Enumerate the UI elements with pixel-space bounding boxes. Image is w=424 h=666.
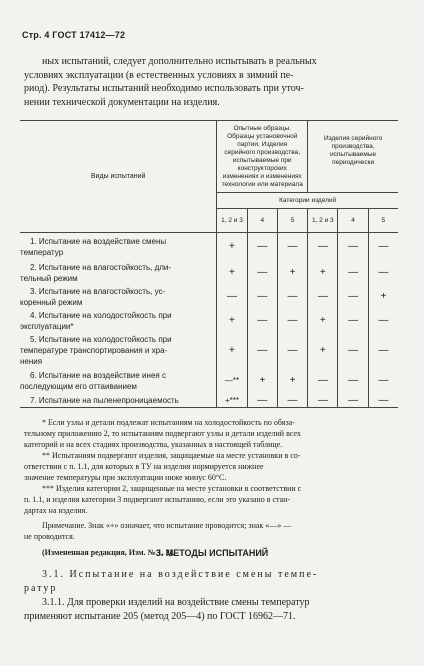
- test-label: [20, 285, 217, 309]
- footnote-line: дартах на изделия.: [24, 506, 88, 515]
- test-label-line: 7. Испытание на пыленепроницаемость: [30, 395, 179, 405]
- test-label-line: нения: [20, 356, 43, 366]
- footnote-line: *** Изделия категории 2, защищенные на месте установки в соответствии с: [42, 484, 302, 493]
- section-body: [24, 568, 402, 624]
- test-mark: —: [338, 368, 368, 394]
- test-mark: —: [338, 285, 368, 309]
- test-mark: —: [308, 368, 338, 394]
- tests-table: [20, 120, 398, 408]
- category-label: 5: [381, 216, 386, 224]
- test-label-line: коренный режим: [20, 297, 83, 307]
- col-header-prototypes: Опытные образцы. Образцы установочной партии. Изделия серийного производства, испытываемые при конструкторских изменениях и изменениях технологии или материала: [217, 121, 308, 193]
- test-label: [20, 333, 217, 368]
- test-label-line: 6. Испытание на воздействие инея с: [30, 370, 166, 380]
- test-mark: —: [247, 333, 277, 368]
- test-label: [20, 309, 217, 333]
- test-mark: —: [277, 233, 307, 261]
- amendment-note: (Измененная редакция, Изм. № 1, 2).: [42, 548, 175, 557]
- category-label: 1, 2 и 3: [308, 209, 338, 233]
- section-title: 3. МЕТОДЫ ИСПЫТАНИЙ: [155, 548, 269, 558]
- test-mark: +: [277, 261, 307, 285]
- body-line: применяют испытание 205 (метод 205—4) по ГОСТ 16962—71.: [24, 611, 296, 622]
- test-label-line: тельный режим: [20, 273, 78, 283]
- test-mark: —: [338, 233, 368, 261]
- footnote-line: тельному приложению 2, то испытаниям подвергают узлы и детали изделий всех: [24, 429, 301, 438]
- test-mark: +: [380, 291, 387, 302]
- footnote-line: п. 1.1, и изделия категории 3 подвергают испытанию, если это указано в стан-: [24, 495, 291, 504]
- test-mark: —: [277, 333, 307, 368]
- test-mark: +: [217, 309, 247, 333]
- test-mark: —: [338, 394, 368, 408]
- note-line: не проводится.: [24, 532, 75, 541]
- footnote-line: ответствии с п. 1.1, для которых в ТУ на изделия нормируется нижнее: [24, 462, 264, 471]
- intro-line: условиях эксплуатации (в естественных условиях в зимний пе-: [24, 69, 294, 81]
- test-label: [20, 394, 217, 408]
- test-mark: +: [308, 261, 338, 285]
- test-label-line: температур: [20, 247, 64, 257]
- test-mark: +: [308, 333, 338, 368]
- test-label-line: 4. Испытание на холодостойкость при: [30, 310, 172, 320]
- table-row: [20, 309, 398, 333]
- test-mark: —: [338, 333, 368, 368]
- test-mark: +: [308, 309, 338, 333]
- table-row: [20, 368, 398, 394]
- test-mark: —: [247, 261, 277, 285]
- test-mark: —: [247, 285, 277, 309]
- test-mark: —: [308, 394, 338, 408]
- test-mark: —: [277, 309, 307, 333]
- test-label-line: 2. Испытание на влагостойкость, дли-: [30, 262, 172, 272]
- category-label: 5: [277, 209, 307, 233]
- test-mark: —: [247, 233, 277, 261]
- test-mark: —: [378, 267, 389, 278]
- col-header-category: Категории изделий: [279, 196, 337, 204]
- test-label: [20, 261, 217, 285]
- test-mark: —**: [217, 368, 247, 394]
- footnote-line: * Если узлы и детали подлежат испытаниям на холодостойкость по обяза-: [42, 418, 295, 427]
- test-mark: —: [378, 375, 389, 386]
- test-mark: +: [247, 368, 277, 394]
- test-mark: —: [378, 241, 389, 253]
- test-mark: +: [277, 368, 307, 394]
- intro-line: ных испытаний, следует дополнительно испытывать в реальных: [42, 56, 317, 67]
- test-mark: —: [378, 315, 389, 326]
- test-mark: —: [378, 394, 389, 406]
- test-mark: —: [338, 261, 368, 285]
- test-label: [20, 233, 217, 261]
- body-line: 3.1.1. Для проверки изделий на воздействие смены температур: [42, 597, 310, 608]
- test-mark: —: [277, 394, 307, 408]
- col-header-tests: Виды испытаний: [20, 121, 217, 233]
- footnote-line: категорий и на всех стадиях производства, указанных в настоящей таблице.: [24, 440, 283, 449]
- test-mark: +: [217, 261, 247, 285]
- test-mark: —: [338, 309, 368, 333]
- category-label: 4: [338, 209, 368, 233]
- test-mark: —: [308, 285, 338, 309]
- test-mark: —: [247, 394, 277, 408]
- table-row: [20, 333, 398, 368]
- test-mark: —: [277, 285, 307, 309]
- intro-line: риод). Результаты испытаний необходимо использовать при уточ-: [24, 83, 304, 94]
- table-body: [20, 233, 398, 408]
- test-label-line: последующим его оттаиванием: [20, 381, 137, 391]
- test-mark: +: [217, 333, 247, 368]
- page-header: Стр. 4 ГОСТ 17412—72: [22, 30, 126, 40]
- note-line: Примечание. Знак «+» означает, что испытание проводится; знак «—» —: [42, 521, 292, 530]
- test-label-line: 5. Испытание на холодостойкость при: [30, 334, 172, 344]
- table-row: [20, 394, 398, 408]
- footnotes: [24, 417, 402, 558]
- body-line: ратур: [24, 583, 58, 594]
- test-mark: —: [308, 233, 338, 261]
- test-mark: +: [217, 233, 247, 261]
- test-mark: —: [378, 344, 389, 356]
- table-row: [20, 285, 398, 309]
- intro-line: нении технической документации на изделия.: [24, 96, 220, 108]
- test-label-line: эксплуатации*: [20, 321, 74, 331]
- test-mark: —: [217, 285, 247, 309]
- table-row: [20, 261, 398, 285]
- test-mark: —: [247, 309, 277, 333]
- test-label: [20, 368, 217, 394]
- col-header-serial: Изделия серийного производства, испытываемые периодически: [323, 135, 383, 166]
- test-label-line: 3. Испытание на влагостойкость, ус-: [30, 286, 166, 296]
- footnote-line: значение температуры при эксплуатации ниже минус 60°С.: [24, 473, 227, 482]
- test-label-line: 1. Испытание на воздействие смены: [30, 236, 167, 246]
- test-mark: +***: [217, 394, 247, 408]
- body-line: 3.1. Испытание на воздействие смены темпе-: [42, 569, 319, 580]
- footnote-line: ** Испытаниям подвергают изделия, защищаемые на месте установки в со-: [42, 451, 301, 460]
- category-label: 4: [247, 209, 277, 233]
- category-label: 1, 2 и 3: [217, 209, 247, 233]
- test-label-line: температуре транспортирования и хра-: [20, 345, 168, 355]
- intro-paragraph: [24, 55, 402, 109]
- table-row: [20, 233, 398, 261]
